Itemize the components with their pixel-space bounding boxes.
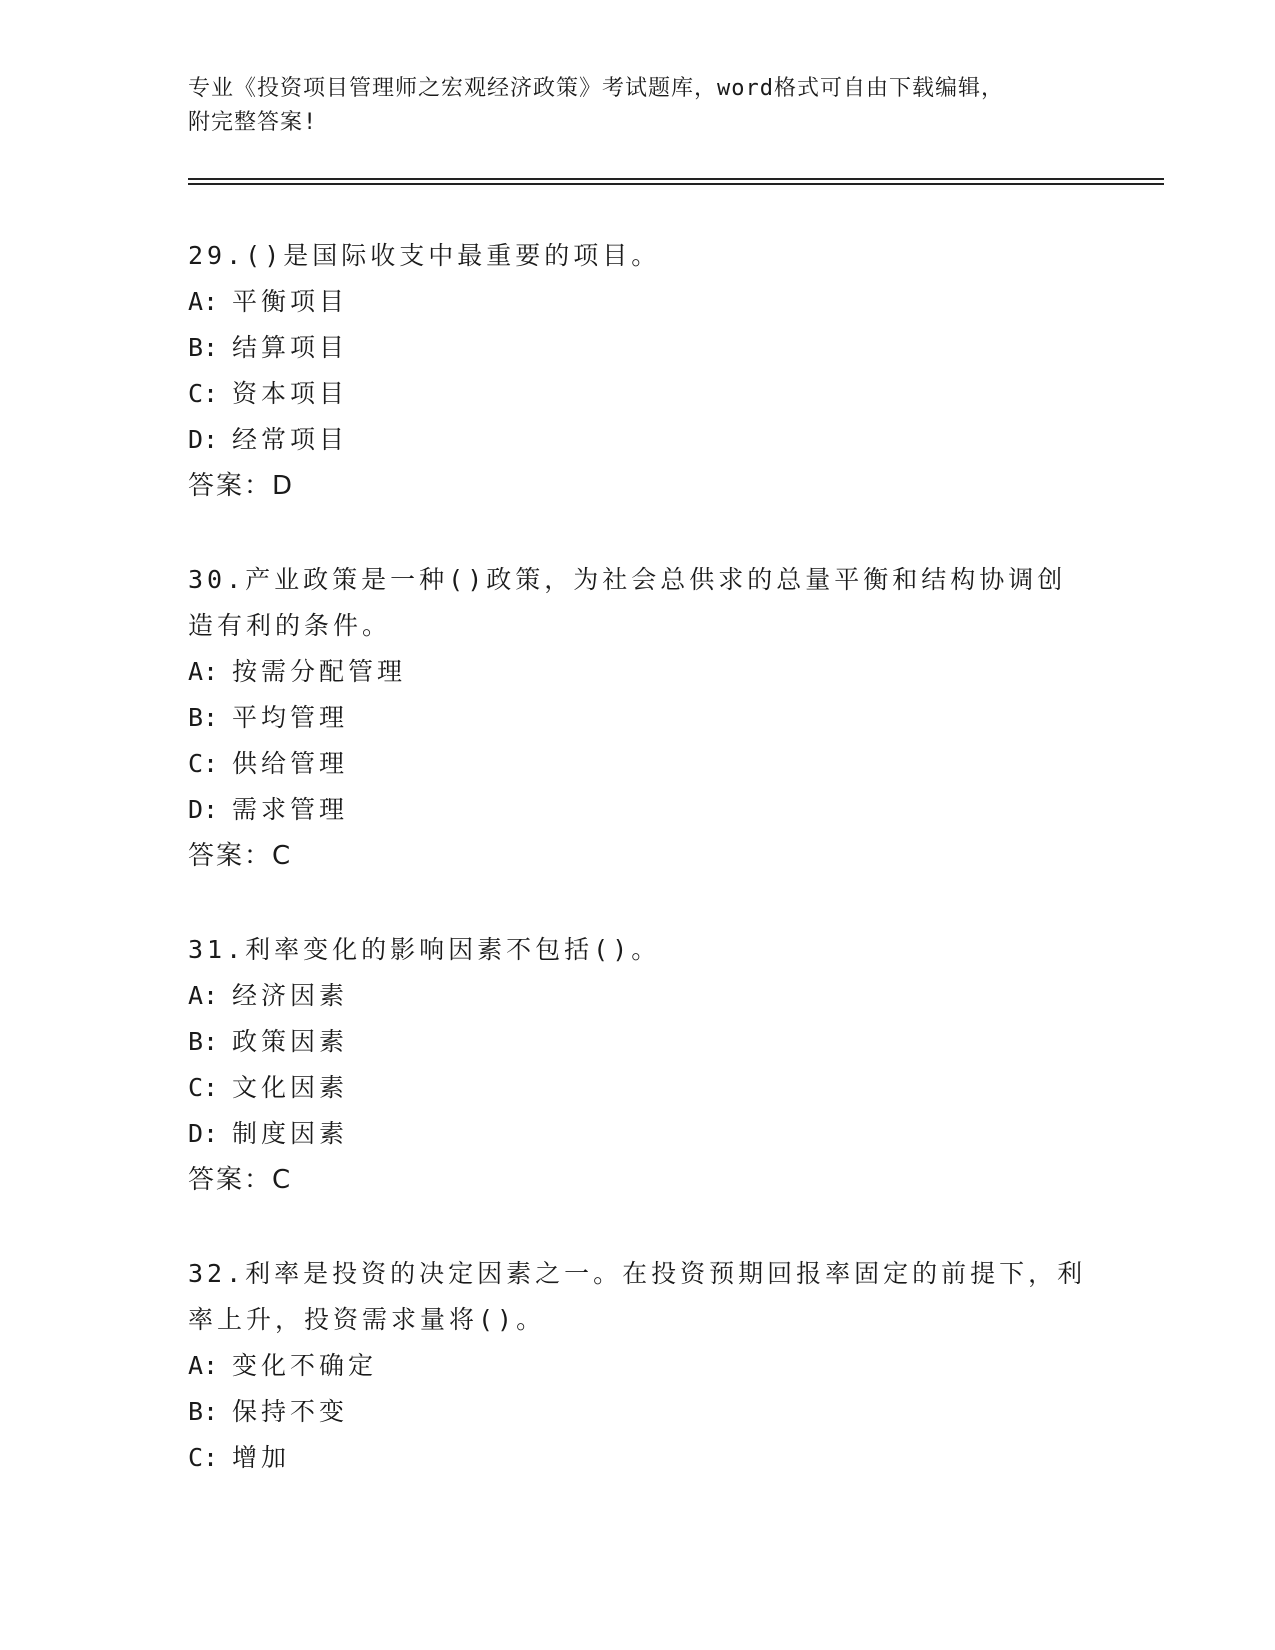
- option-text: 变化不确定: [232, 1351, 378, 1380]
- option-a: [188, 279, 1088, 325]
- option-key: A:: [188, 287, 219, 316]
- option-text: 政策因素: [232, 1027, 349, 1056]
- option-text: 按需分配管理: [232, 657, 407, 686]
- option-text: 结算项目: [232, 333, 349, 362]
- question-32: [188, 1251, 1088, 1481]
- option-c: [188, 371, 1088, 417]
- header-line-1: 专业《投资项目管理师之宏观经济政策》考试题库，word格式可自由下载编辑，: [188, 76, 1004, 101]
- question-stem: 32.利率是投资的决定因素之一。在投资预期回报率固定的前提下，利率上升，投资需求量将()。: [188, 1259, 1087, 1334]
- option-text: 制度因素: [232, 1119, 349, 1148]
- option-b: [188, 1389, 1088, 1435]
- document-header: [188, 72, 1088, 140]
- header-line-2: 附完整答案!: [188, 110, 318, 135]
- option-text: 平衡项目: [232, 287, 349, 316]
- question-stem: 30.产业政策是一种()政策，为社会总供求的总量平衡和结构协调创造有利的条件。: [188, 565, 1067, 640]
- header-divider-bottom: [188, 183, 1164, 185]
- question-30: [188, 557, 1088, 879]
- option-key: C:: [188, 1073, 219, 1102]
- option-a: [188, 1343, 1088, 1389]
- option-c: [188, 1065, 1088, 1111]
- question-list: [188, 233, 1088, 1529]
- header-divider-top: [188, 178, 1164, 180]
- option-key: D:: [188, 795, 219, 824]
- option-text: 平均管理: [232, 703, 349, 732]
- option-key: C:: [188, 379, 219, 408]
- option-text: 需求管理: [232, 795, 349, 824]
- option-text: 经济因素: [232, 981, 349, 1010]
- question-stem: 31.利率变化的影响因素不包括()。: [188, 935, 661, 964]
- question-stem: 29.()是国际收支中最重要的项目。: [188, 241, 661, 270]
- option-key: A:: [188, 981, 219, 1010]
- option-key: C:: [188, 1443, 219, 1472]
- option-text: 经常项目: [232, 425, 349, 454]
- option-c: [188, 741, 1088, 787]
- answer-line: 答案：C: [188, 1165, 293, 1195]
- option-a: [188, 973, 1088, 1019]
- option-key: B:: [188, 333, 219, 362]
- option-c: [188, 1435, 1088, 1481]
- option-b: [188, 695, 1088, 741]
- answer-line: 答案：C: [188, 841, 293, 871]
- option-text: 资本项目: [232, 379, 349, 408]
- option-key: D:: [188, 425, 219, 454]
- option-b: [188, 1019, 1088, 1065]
- question-31: [188, 927, 1088, 1203]
- option-a: [188, 649, 1088, 695]
- option-d: [188, 787, 1088, 833]
- option-text: 文化因素: [232, 1073, 349, 1102]
- option-key: A:: [188, 657, 219, 686]
- option-d: [188, 417, 1088, 463]
- option-text: 增加: [232, 1443, 291, 1472]
- option-b: [188, 325, 1088, 371]
- option-d: [188, 1111, 1088, 1157]
- option-key: B:: [188, 703, 219, 732]
- question-29: [188, 233, 1088, 509]
- option-key: B:: [188, 1027, 219, 1056]
- option-key: B:: [188, 1397, 219, 1426]
- answer-line: 答案：D: [188, 471, 295, 501]
- option-key: A:: [188, 1351, 219, 1380]
- option-text: 供给管理: [232, 749, 349, 778]
- option-text: 保持不变: [232, 1397, 349, 1426]
- option-key: C:: [188, 749, 219, 778]
- option-key: D:: [188, 1119, 219, 1148]
